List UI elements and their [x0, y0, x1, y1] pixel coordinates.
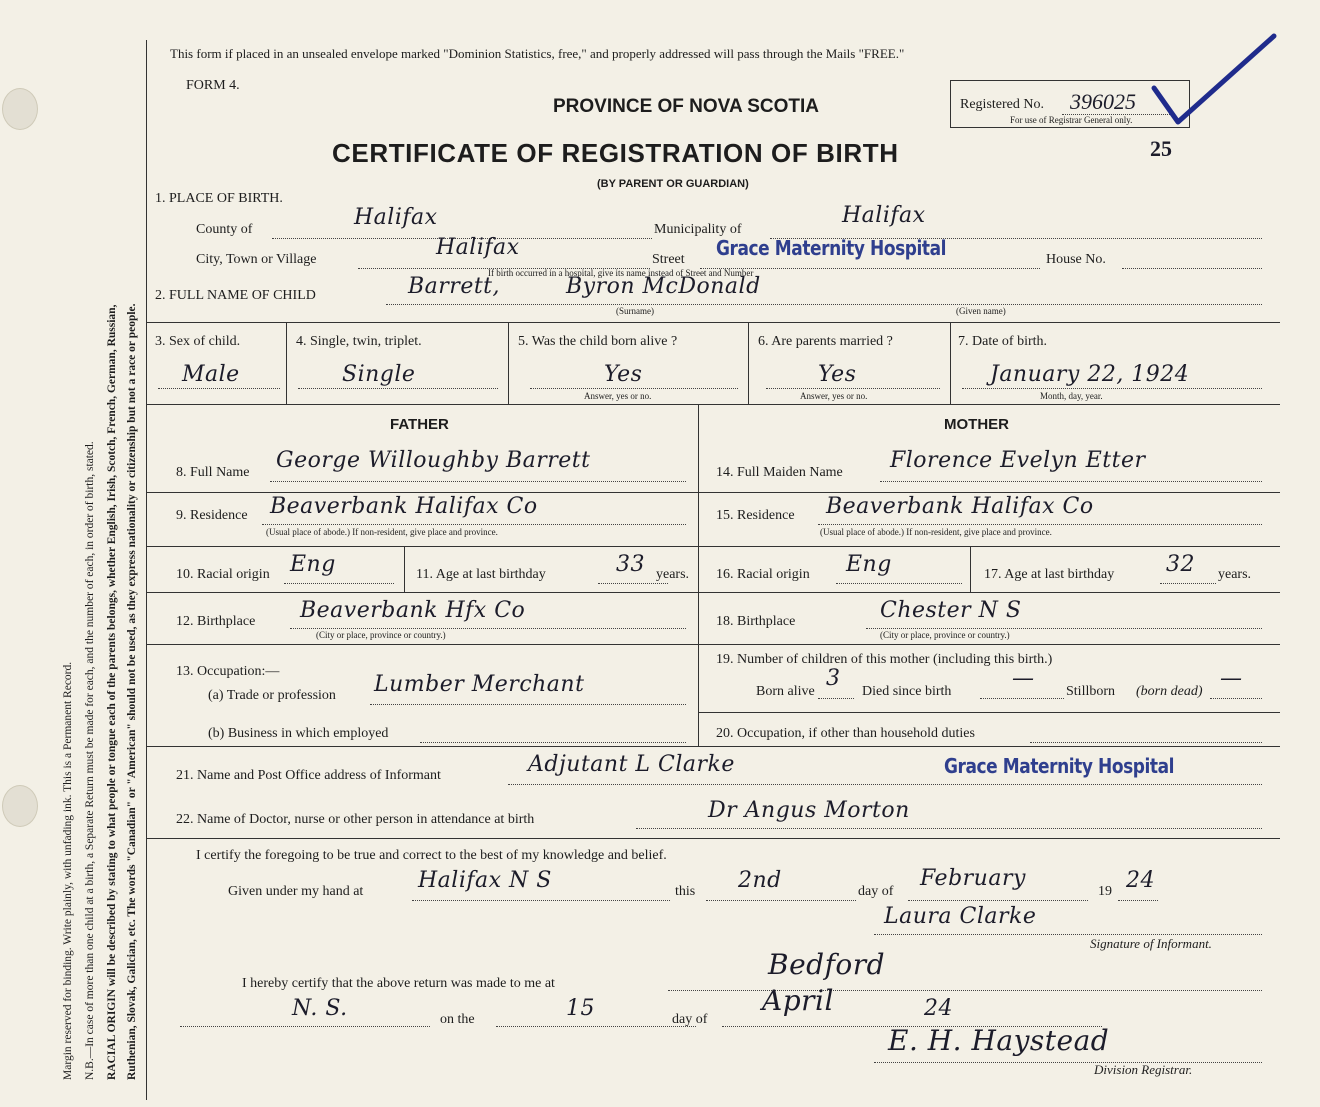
given-this-label: this: [675, 884, 696, 899]
mother-racial: Eng: [846, 552, 892, 577]
given-day: 2nd: [738, 868, 782, 893]
stillborn-value: —: [1220, 666, 1243, 691]
father-residence: Beaverbank Halifax Co: [270, 494, 538, 519]
municipality-label: Municipality of: [654, 222, 742, 237]
died-label: Died since birth: [862, 684, 952, 699]
dob-label: 7. Date of birth.: [958, 334, 1048, 349]
father-racial-label: 10. Racial origin: [176, 567, 270, 582]
county-label: County of: [196, 222, 253, 237]
left-border: [146, 40, 147, 1100]
postal-note: This form if placed in an unsealed envelope marked "Dominion Statistics, free," and properly addressed will pass through the Mails "FREE.": [170, 46, 905, 61]
street-stamp: Grace Maternity Hospital: [716, 236, 947, 260]
municipality-value: Halifax: [842, 203, 926, 228]
mother-racial-label: 16. Racial origin: [716, 567, 810, 582]
place-of-birth-label: 1. PLACE OF BIRTH.: [155, 191, 283, 206]
registrar-signature-label: Division Registrar.: [1094, 1062, 1193, 1077]
given-year-prefix: 19: [1098, 884, 1112, 899]
sex-value: Male: [182, 362, 240, 387]
single-label: 4. Single, twin, triplet.: [296, 334, 422, 349]
married-note: Answer, yes or no.: [800, 391, 868, 401]
hospital-note: If birth occurred in a hospital, give its name instead of Street and Number: [488, 268, 754, 278]
mother-name: Florence Evelyn Etter: [890, 448, 1146, 473]
registrar-day-of-label: day of: [672, 1012, 708, 1027]
informant-signature-label: Signature of Informant.: [1090, 936, 1212, 951]
registration-note: For use of Registrar General only.: [1010, 115, 1133, 125]
mother-birthplace: Chester N S: [880, 598, 1022, 623]
on-the-label: on the: [440, 1012, 475, 1027]
registration-label: Registered No.: [960, 97, 1044, 112]
city-value: Halifax: [436, 235, 520, 260]
father-birthplace: Beaverbank Hfx Co: [300, 598, 526, 623]
binding-hole-top: [2, 88, 38, 130]
born-alive-value: 3: [826, 666, 841, 691]
doctor-name: Dr Angus Morton: [708, 798, 910, 823]
registrar-year: 24: [924, 996, 953, 1021]
sex-label: 3. Sex of child.: [155, 334, 241, 349]
father-residence-label: 9. Residence: [176, 508, 248, 523]
single-value: Single: [342, 362, 416, 387]
father-age: 33: [616, 552, 645, 577]
given-under-label: Given under my hand at: [228, 884, 364, 899]
alive-value: Yes: [604, 362, 643, 387]
mother-residence-label: 15. Residence: [716, 508, 795, 523]
father-trade-label: (a) Trade or profession: [208, 688, 336, 703]
dob-value: January 22, 1924: [990, 362, 1190, 387]
father-racial: Eng: [290, 552, 336, 577]
father-name-label: 8. Full Name: [176, 465, 250, 480]
title-mark: 25: [1150, 136, 1172, 161]
form-number: FORM 4.: [186, 78, 240, 93]
registrar-place: Bedford: [768, 948, 886, 981]
alive-label: 5. Was the child born alive ?: [518, 334, 678, 349]
mother-children-label: 19. Number of children of this mother (including this birth.): [716, 652, 1053, 667]
doctor-label: 22. Name of Doctor, nurse or other person in attendance at birth: [176, 812, 535, 827]
mother-age: 32: [1166, 552, 1195, 577]
father-residence-note: (Usual place of abode.) If non-resident, give place and province.: [266, 527, 498, 537]
certificate-title: CERTIFICATE OF REGISTRATION OF BIRTH: [332, 138, 899, 168]
child-surname: Barrett,: [408, 274, 501, 299]
mother-birthplace-note: (City or place, province or country.): [880, 630, 1010, 640]
mother-occupation-label: 20. Occupation, if other than household duties: [716, 726, 975, 741]
registration-number: 396025: [1070, 89, 1136, 114]
married-label: 6. Are parents married ?: [758, 334, 893, 349]
father-occupation-label: 13. Occupation:—: [176, 664, 280, 679]
dob-note: Month, day, year.: [1040, 391, 1103, 401]
given-day-of-label: day of: [858, 884, 894, 899]
father-trade: Lumber Merchant: [374, 672, 585, 697]
given-name-note: (Given name): [956, 306, 1006, 316]
surname-note: (Surname): [616, 306, 654, 316]
given-year: 24: [1126, 868, 1155, 893]
given-month: February: [920, 866, 1026, 891]
informant-label: 21. Name and Post Office address of Informant: [176, 768, 441, 783]
registrar-day: 15: [566, 996, 595, 1021]
married-value: Yes: [818, 362, 857, 387]
father-birthplace-label: 12. Birthplace: [176, 614, 256, 629]
mother-heading: MOTHER: [944, 416, 1009, 433]
margin-note-binding: Margin reserved for binding. Write plainly, with unfading ink. This is a Permanent Record.: [62, 661, 74, 1080]
binding-hole-bottom: [2, 785, 38, 827]
certify-text: I certify the foregoing to be true and correct to the best of my knowledge and belief.: [196, 848, 667, 863]
city-label: City, Town or Village: [196, 252, 317, 267]
alive-note: Answer, yes or no.: [584, 391, 652, 401]
registrar-signature: E. H. Haystead: [888, 1024, 1110, 1057]
street-label: Street: [652, 252, 685, 267]
mother-years: years.: [1218, 567, 1252, 582]
father-business-label: (b) Business in which employed: [208, 726, 389, 741]
county-value: Halifax: [354, 205, 438, 230]
father-name: George Willoughby Barrett: [276, 448, 591, 473]
stillborn-label: Stillborn: [1066, 684, 1116, 699]
child-given-name: Byron McDonald: [566, 274, 761, 299]
margin-note-racial-origin-2: Ruthenian, Slovak, Galician, etc. The words "Canadian" or "American" should not be used, as they express nationality or citizenship but not a race or people.: [126, 303, 138, 1080]
stillborn-note: (born dead): [1136, 684, 1203, 699]
registrar-month: April: [762, 984, 834, 1017]
registrar-certify-text: I hereby certify that the above return was made to me at: [242, 976, 555, 991]
mother-age-label: 17. Age at last birthday: [984, 567, 1115, 582]
father-age-label: 11. Age at last birthday: [416, 567, 546, 582]
informant-name: Adjutant L Clarke: [528, 752, 735, 777]
died-value: —: [1012, 666, 1035, 691]
mother-name-label: 14. Full Maiden Name: [716, 465, 843, 480]
given-place: Halifax N S: [418, 868, 552, 893]
informant-signature: Laura Clarke: [884, 904, 1037, 929]
margin-note-racial-origin: RACIAL ORIGIN will be described by stating to what people or tongue each of the parents belongs, whether English, Irish, Scotch, French, German, Russian,: [106, 304, 118, 1080]
margin-note-multiple-births: N.B.—In case of more than one child at a birth, a Separate Return must be made for each, and the number of each, in order of birth, stated.: [84, 441, 96, 1080]
father-birthplace-note: (City or place, province or country.): [316, 630, 446, 640]
province-heading: PROVINCE OF NOVA SCOTIA: [553, 96, 820, 117]
mother-residence: Beaverbank Halifax Co: [826, 494, 1094, 519]
mother-birthplace-label: 18. Birthplace: [716, 614, 796, 629]
father-years: years.: [656, 567, 690, 582]
informant-address-stamp: Grace Maternity Hospital: [944, 754, 1175, 778]
registrar-place-2: N. S.: [292, 996, 348, 1021]
house-number-label: House No.: [1046, 252, 1106, 267]
checkmark-icon: [1150, 28, 1280, 128]
father-heading: FATHER: [390, 416, 449, 433]
child-name-label: 2. FULL NAME OF CHILD: [155, 288, 316, 303]
certificate-subtitle: (BY PARENT OR GUARDIAN): [597, 178, 749, 190]
born-alive-label: Born alive: [756, 684, 815, 699]
mother-residence-note: (Usual place of abode.) If non-resident, give place and province.: [820, 527, 1052, 537]
